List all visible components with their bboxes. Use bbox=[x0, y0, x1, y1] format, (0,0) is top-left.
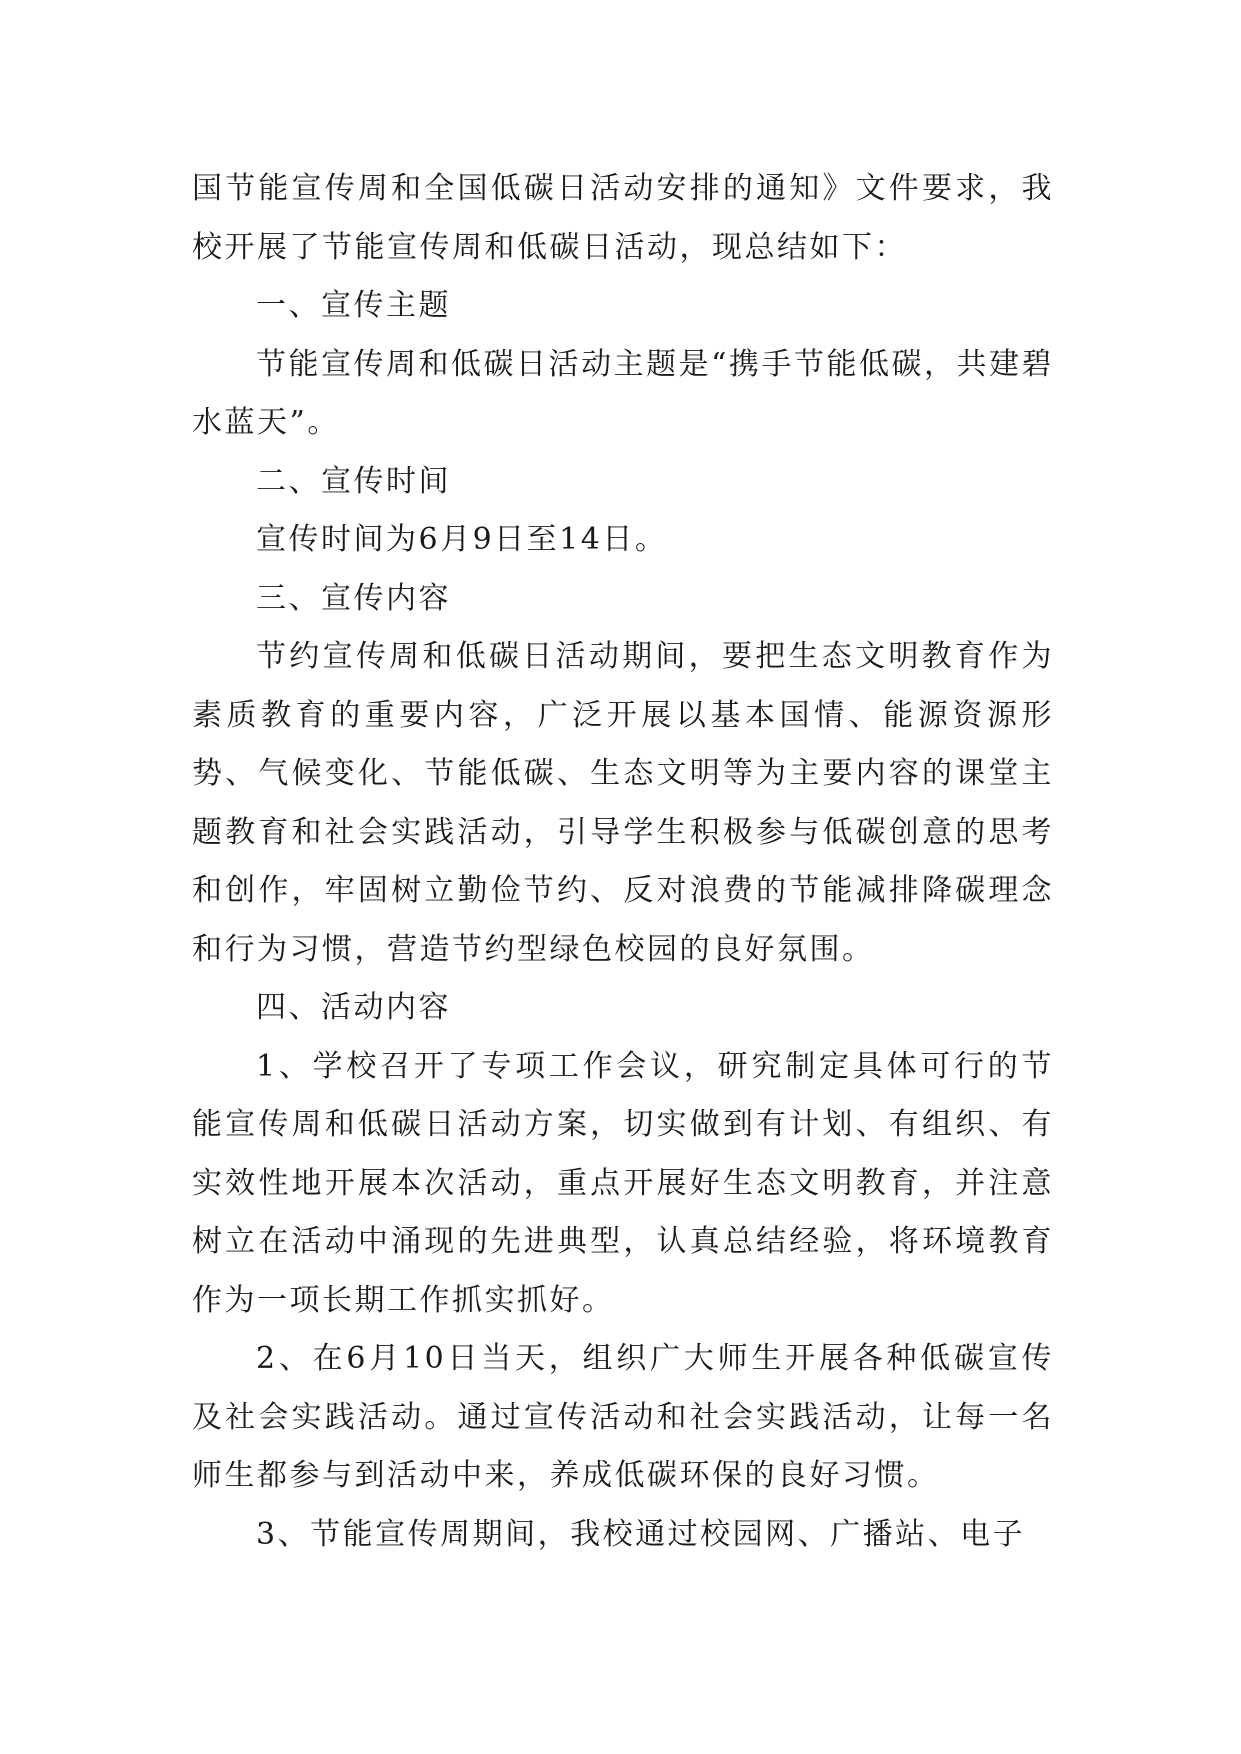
paragraph-activity-3: 3、节能宣传周期间，我校通过校园网、广播站、电子 bbox=[256, 1516, 1026, 1552]
document-body bbox=[192, 160, 1054, 1564]
paragraph-activity-2: 2、在6月10日当天，组织广大师生开展各种低碳宣传及社会实践活动。通过宣传活动和社会实践活动，让每一名师生都参与到活动中来，养成低碳环保的良好习惯。 bbox=[192, 1341, 1054, 1493]
paragraph-activity-1: 1、学校召开了专项工作会议，研究制定具体可行的节能宣传周和低碳日活动方案，切实做到有计划、有组织、有实效性地开展本次活动，重点开展好生态文明教育，并注意树立在活动中涌现的先进典型，认真总结经验，将环境教育作为一项长期工作抓实抓好。 bbox=[192, 1048, 1054, 1318]
heading-content: 三、宣传内容 bbox=[256, 580, 451, 616]
paragraph-content: 节约宣传周和低碳日活动期间，要把生态文明教育作为素质教育的重要内容，广泛开展以基本国情、能源资源形势、气候变化、节能低碳、生态文明等为主要内容的课堂主题教育和社会实践活动，引导学生积极参与低碳创意的思考和创作，牢固树立勤俭节约、反对浪费的节能减排降碳理念和行为习惯，营造节约型绿色校园的良好氛围。 bbox=[192, 639, 1054, 967]
paragraph-intro: 国节能宣传周和全国低碳日活动安排的通知》文件要求，我校开展了节能宣传周和低碳日活动，现总结如下： bbox=[192, 171, 1054, 265]
heading-theme: 一、宣传主题 bbox=[256, 288, 451, 323]
paragraph-theme: 节能宣传周和低碳日活动主题是“携手节能低碳，共建碧水蓝天”。 bbox=[192, 346, 1054, 440]
paragraph-time: 宣传时间为6月9日至14日。 bbox=[256, 522, 668, 557]
heading-time: 二、宣传时间 bbox=[256, 463, 451, 499]
heading-activities: 四、活动内容 bbox=[256, 990, 451, 1025]
